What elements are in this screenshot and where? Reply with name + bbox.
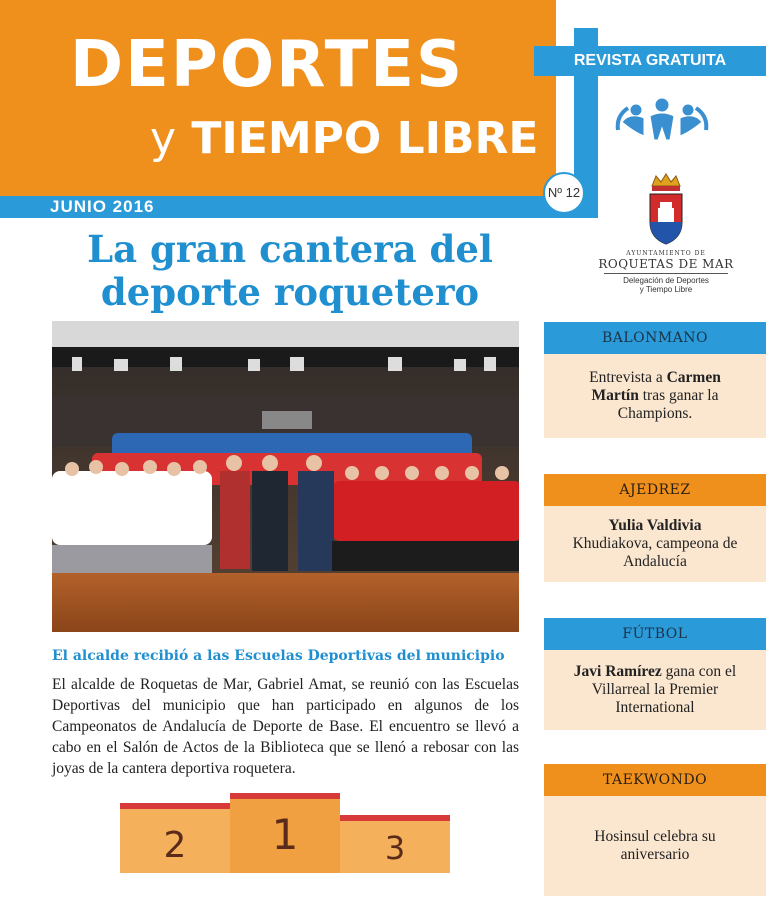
council-line2: ROQUETAS DE MAR <box>598 257 734 271</box>
sidebar-balonmano[interactable] <box>544 322 766 438</box>
issue-number: Nº 12 <box>543 172 585 214</box>
title-tiempo-libre <box>150 112 538 166</box>
sports-logo-icon <box>614 96 710 156</box>
free-magazine-label: REVISTA GRATUITA <box>534 46 766 76</box>
sidebar-bold: Yulia Valdivia <box>608 517 702 534</box>
sidebar-body-ajedrez <box>544 506 766 582</box>
article-subhead: El alcalde recibió a las Escuelas Deportivas del municipio <box>52 648 505 664</box>
sidebar-ajedrez[interactable] <box>544 474 766 582</box>
title-y: y <box>150 113 177 164</box>
council-line4: y Tiempo Libre <box>639 285 693 294</box>
sidebar-text: Entrevista a <box>589 369 667 386</box>
headline-line1: La gran cantera del <box>87 227 493 271</box>
title-line2: TIEMPO LIBRE <box>191 113 539 164</box>
issue-date: JUNIO 2016 <box>50 197 155 216</box>
sidebar-text: tras ganar la Champions. <box>617 387 719 422</box>
council-line1: AYUNTAMIENTO DE <box>626 250 706 257</box>
group-photo-image <box>52 321 519 632</box>
podium-graphic <box>120 793 450 873</box>
sidebar-header-taekwondo: TAEKWONDO <box>544 764 766 796</box>
headline-line2: deporte roquetero <box>100 270 480 314</box>
council-line3: Delegación de Deportes <box>623 276 709 285</box>
sidebar-body-balonmano <box>544 354 766 438</box>
podium-third: 3 <box>384 829 406 867</box>
podium-first: 1 <box>271 810 299 859</box>
main-headline <box>40 228 540 314</box>
sidebar-futbol[interactable] <box>544 618 766 730</box>
title-deportes: DEPORTES <box>70 28 465 102</box>
sidebar-taekwondo[interactable] <box>544 764 766 896</box>
sidebar-bold: Carmen Martín <box>591 369 721 404</box>
sidebar-text: Khudiakova, campeona de Andalucía <box>572 535 738 570</box>
council-divider <box>604 273 728 274</box>
sidebar-header-balonmano: BALONMANO <box>544 322 766 354</box>
coat-of-arms-icon <box>646 172 686 246</box>
date-bar <box>0 196 598 218</box>
sidebar-text: gana con el Villarreal la Premier International <box>591 663 737 716</box>
group-photo <box>52 321 519 632</box>
sidebar-header-ajedrez: AJEDREZ <box>544 474 766 506</box>
sidebar-body-futbol <box>544 650 766 730</box>
article-body: El alcalde de Roquetas de Mar, Gabriel Amat, se reunió con las Escuelas Deportivas del municipio que han participado en algunos de los Campeonatos de Andalucía de Deporte de Base. El encuentro se llevó a cabo en el Salón de Actos de la Biblioteca que se llenó a rebosar con las joyas de la cantera deportiva roquetera. <box>52 676 519 777</box>
sidebar-text: Hosinsul celebra su aniversario <box>594 828 716 863</box>
masthead <box>0 0 556 196</box>
podium-second: 2 <box>163 825 187 866</box>
sidebar-bold: Javi Ramírez <box>573 663 662 680</box>
sidebar-body-taekwondo <box>544 796 766 896</box>
council-logo <box>598 250 734 294</box>
sidebar-header-futbol: FÚTBOL <box>544 618 766 650</box>
